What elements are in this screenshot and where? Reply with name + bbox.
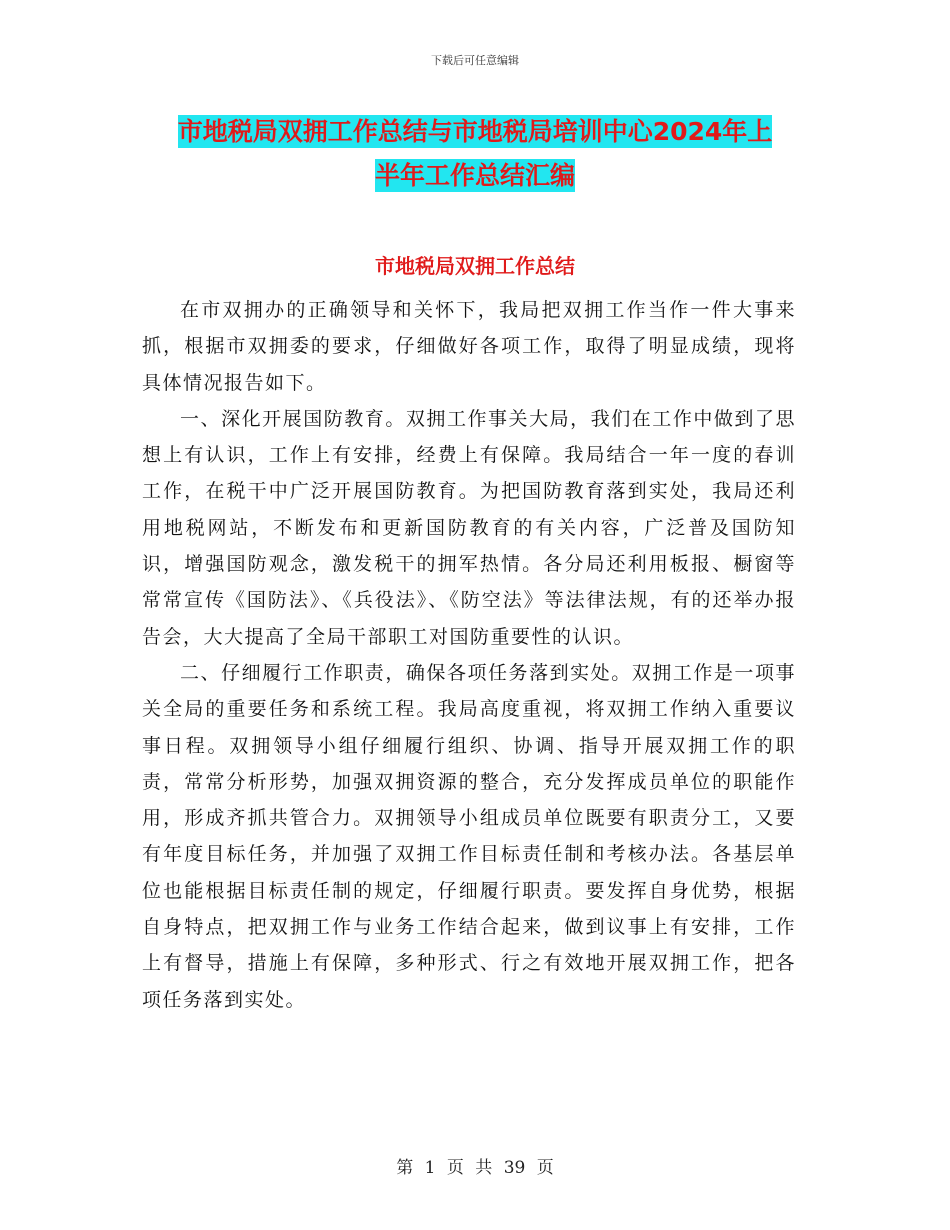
- body-text: [142, 292, 796, 1018]
- header-note: 下载后可任意编辑: [431, 54, 519, 67]
- paragraph-section-1: 一、深化开展国防教育。双拥工作事关大局，我们在工作中做到了思想上有认识，工作上有安排，经费上有保障。我局结合一年一度的春训工作，在税干中广泛开展国防教育。为把国防教育落到实处，我局还利用地税网站，不断发布和更新国防教育的有关内容，广泛普及国防知识，增强国防观念，激发税干的拥军热情。各分局还利用板报、橱窗等常常宣传《国防法》、《兵役法》、《防空法》等法律法规，有的还举办报告会，大大提高了全局干部职工对国防重要性的认识。: [142, 407, 796, 648]
- document-title: [0, 110, 950, 198]
- document-title-line-1: 市地税局双拥工作总结与市地税局培训中心2024年上: [177, 117, 773, 146]
- page-number-footer: 第 1 页 共 39 页: [396, 1158, 554, 1178]
- paragraph-intro: 在市双拥办的正确领导和关怀下，我局把双拥工作当作一件大事来抓，根据市双拥委的要求，仔细做好各项工作，取得了明显成绩，现将具体情况报告如下。: [142, 299, 796, 394]
- document-title-line-2: 半年工作总结汇编: [374, 161, 575, 190]
- paragraph-section-2: 二、仔细履行工作职责，确保各项任务落到实处。双拥工作是一项事关全局的重要任务和系统工程。我局高度重视，将双拥工作纳入重要议事日程。双拥领导小组仔细履行组织、协调、指导开展双拥工作的职责，常常分析形势，加强双拥资源的整合，充分发挥成员单位的职能作用，形成齐抓共管合力。双拥领导小组成员单位既要有职责分工，又要有年度目标任务，并加强了双拥工作目标责任制和考核办法。各基层单位也能根据目标责任制的规定，仔细履行职责。要发挥自身优势，根据自身特点，把双拥工作与业务工作结合起来，做到议事上有安排，工作上有督导，措施上有保障，多种形式、行之有效地开展双拥工作，把各项任务落到实处。: [142, 661, 796, 1011]
- section-title: 市地税局双拥工作总结: [375, 254, 575, 278]
